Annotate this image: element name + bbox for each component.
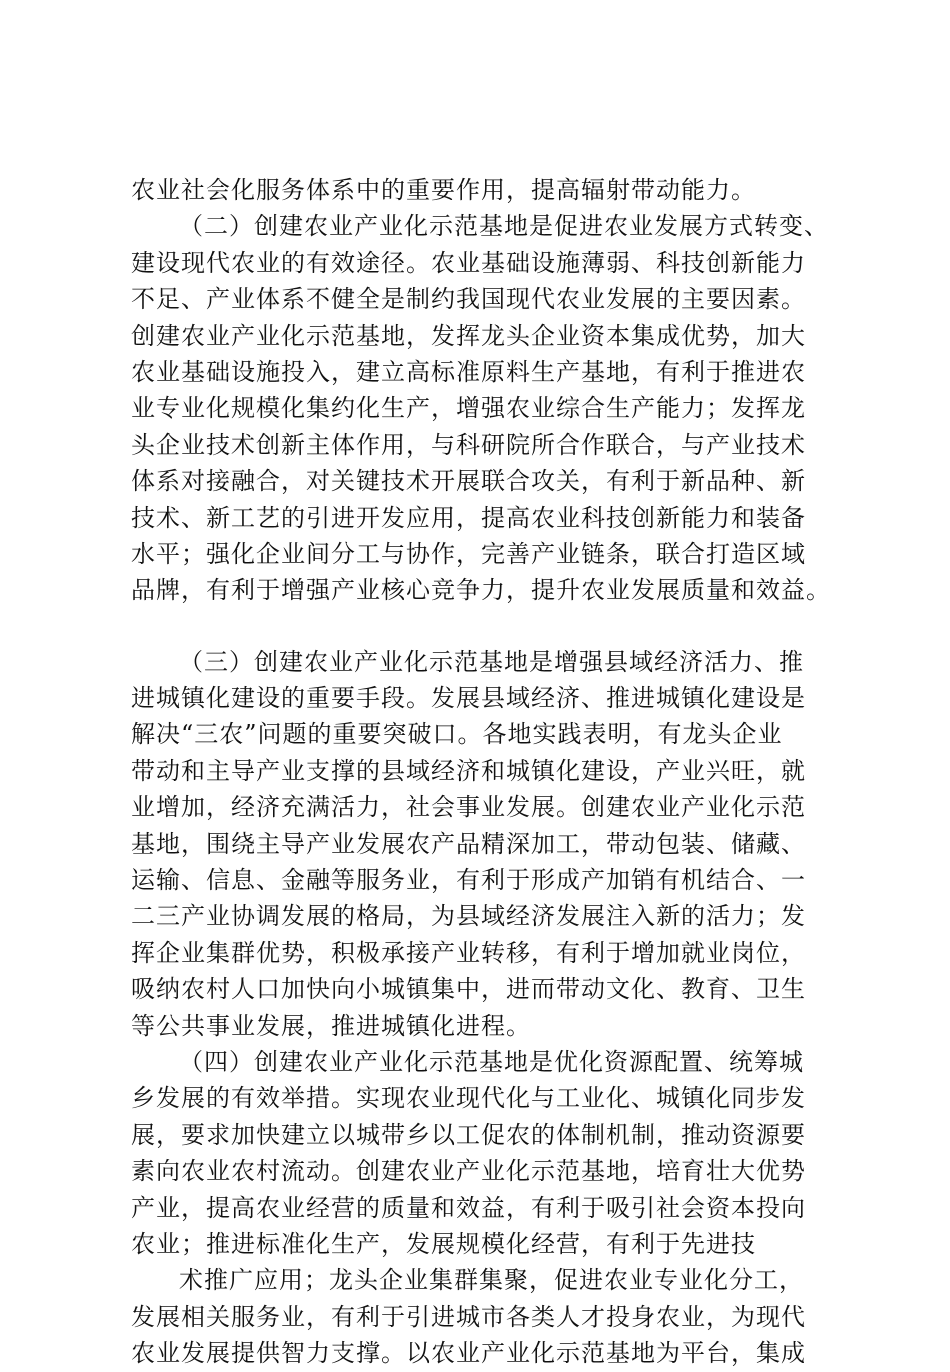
text-line: 农业发展提供智力支撑。以农业产业化示范基地为平台，集成 — [131, 1339, 806, 1368]
text-line: 业增加，经济充满活力，社会事业发展。创建农业产业化示范 — [131, 793, 806, 822]
paragraph-section-4 — [131, 1044, 851, 1262]
text-line: 展，要求加快建立以城带乡以工促农的体制机制，推动资源要 — [131, 1120, 806, 1149]
paragraph-intro-tail — [131, 172, 851, 208]
text-line: （四）创建农业产业化示范基地是优化资源配置、统筹城 — [179, 1047, 804, 1076]
paragraph-section-4-continuation — [131, 1262, 851, 1371]
text-line: （三）创建农业产业化示范基地是增强县域经济活力、推 — [179, 647, 804, 676]
text-line: 建设现代农业的有效途径。农业基础设施薄弱、科技创新能力 — [131, 248, 806, 277]
text-line: 产业，提高农业经营的质量和效益，有利于吸引社会资本投向 — [131, 1193, 806, 1222]
text-line: 术推广应用；龙头企业集群集聚，促进农业专业化分工， — [179, 1266, 804, 1295]
text-line: 技术、新工艺的引进开发应用，提高农业科技创新能力和装备 — [131, 503, 806, 532]
text-line: 头企业技术创新主体作用，与科研院所合作联合，与产业技术 — [131, 430, 806, 459]
text-line: 带动和主导产业支撑的县域经济和城镇化建设，产业兴旺，就 — [131, 756, 806, 785]
text-line: 农业社会化服务体系中的重要作用，提高辐射带动能力。 — [131, 176, 756, 204]
text-line: 农业；推进标准化生产，发展规模化经营，有利于先进技 — [131, 1229, 756, 1258]
text-line: 乡发展的有效举措。实现农业现代化与工业化、城镇化同步发 — [131, 1084, 806, 1113]
text-line: 吸纳农村人口加快向小城镇集中，进而带动文化、教育、卫生 — [131, 975, 806, 1004]
text-line: 基地，围绕主导产业发展农产品精深加工，带动包装、储藏、 — [131, 829, 806, 858]
text-line: 二三产业协调发展的格局，为县域经济发展注入新的活力；发 — [131, 902, 806, 931]
text-line: 农业基础设施投入，建立高标准原料生产基地，有利于推进农 — [131, 357, 806, 386]
paragraph-spacer — [131, 609, 851, 644]
paragraph-section-3 — [131, 644, 851, 1044]
text-line: 运输、信息、金融等服务业，有利于形成产加销有机结合、一 — [131, 866, 806, 895]
text-line: 素向农业农村流动。创建农业产业化示范基地，培育壮大优势 — [131, 1157, 806, 1186]
text-line: 挥企业集群优势，积极承接产业转移，有利于增加就业岗位， — [131, 938, 806, 967]
text-line: 不足、产业体系不健全是制约我国现代农业发展的主要因素。 — [131, 285, 806, 314]
text-line: 创建农业产业化示范基地，发挥龙头企业资本集成优势，加大 — [131, 321, 806, 350]
text-line: 业专业化规模化集约化生产，增强农业综合生产能力；发挥龙 — [131, 394, 806, 423]
text-line: 发展相关服务业，有利于引进城市各类人才投身农业，为现代 — [131, 1302, 806, 1331]
text-line: 进城镇化建设的重要手段。发展县域经济、推进城镇化建设是 — [131, 684, 806, 713]
text-line: 水平；强化企业间分工与协作，完善产业链条，联合打造区域 — [131, 539, 806, 568]
text-line: 体系对接融合，对关键技术开展联合攻关，有利于新品种、新 — [131, 467, 806, 496]
text-line: （二）创建农业产业化示范基地是促进农业发展方式转变、 — [179, 212, 829, 241]
document-body — [131, 172, 851, 1372]
paragraph-section-2 — [131, 208, 851, 608]
text-line: 品牌，有利于增强产业核心竞争力，提升农业发展质量和效益。 — [131, 576, 831, 605]
text-line: 解决“三农”问题的重要突破口。各地实践表明，有龙头企业 — [131, 720, 783, 749]
text-line: 等公共事业发展，推进城镇化进程。 — [131, 1011, 531, 1040]
